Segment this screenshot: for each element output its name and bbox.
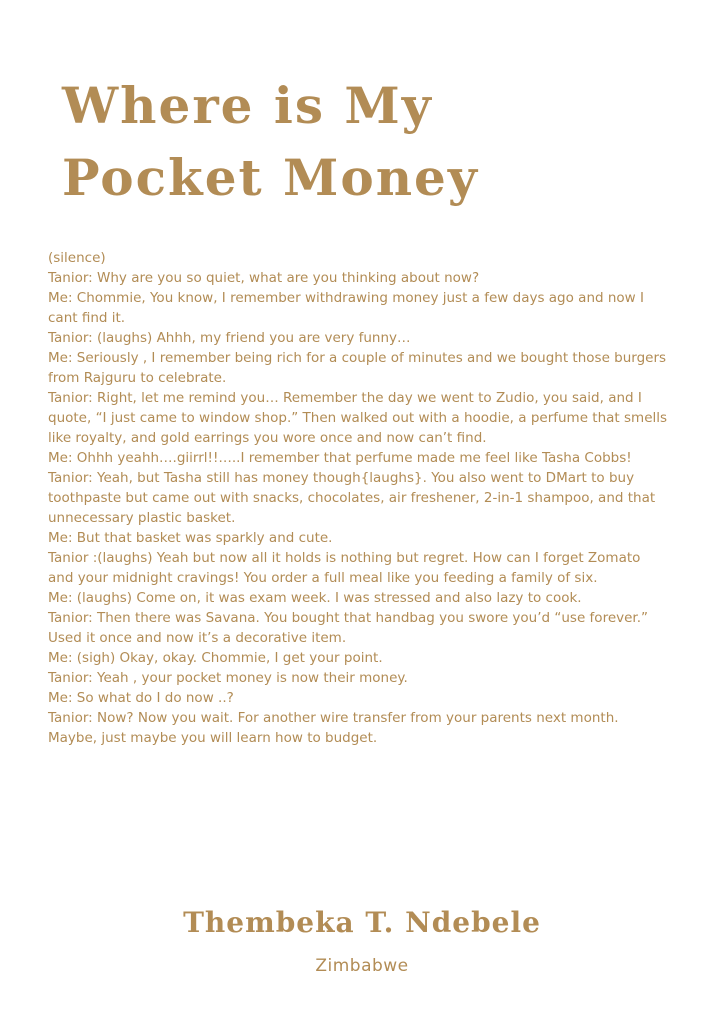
dialogue-line: Tanior: Why are you so quiet, what are you thinking about now? [48, 270, 480, 286]
author-name: Thembeka T. Ndebele [183, 906, 541, 939]
dialogue-line: Tanior: Now? Now you wait. For another wire transfer from your parents next month. Maybe, just maybe you will learn how to budget. [48, 710, 619, 746]
dialogue-line: Me: (sigh) Okay, okay. Chommie, I get your point. [48, 650, 383, 666]
dialogue-line: Tanior: Yeah, but Tasha still has money though{laughs}. You also went to DMart to buy toothpaste but came out with snacks, chocolates, air freshener, 2-in-1 shampoo, and that unnecessary plastic basket. [48, 470, 656, 526]
dialogue-line: Tanior: (laughs) Ahhh, my friend you are very funny… [48, 330, 411, 346]
dialogue-line: Tanior: Right, let me remind you… Remember the day we went to Zudio, you said, and I quote, “I just came to window shop.” Then walked out with a hoodie, a perfume that smells like royalty, and gold earrings you wore once and now can’t find. [48, 390, 668, 446]
title-line-1: Where is My [62, 76, 433, 135]
dialogue-text [48, 248, 668, 748]
dialogue-line: Me: So what do I do now ..? [48, 690, 234, 706]
dialogue-line: Tanior: Then there was Savana. You bought that handbag you swore you’d “use forever.” Used it once and now it’s a decorative item. [48, 610, 649, 646]
dialogue-line: Tanior :(laughs) Yeah but now all it holds is nothing but regret. How can I forget Zomato and your midnight cravings! You order a full meal like you feeding a family of six. [48, 550, 641, 586]
dialogue-line: Tanior: Yeah , your pocket money is now their money. [48, 670, 408, 686]
dialogue-line: Me: Chommie, You know, I remember withdrawing money just a few days ago and now I cant find it. [48, 290, 644, 326]
dialogue-line: Me: Seriously , I remember being rich for a couple of minutes and we bought those burgers from Rajguru to celebrate. [48, 350, 667, 386]
author-country: Zimbabwe [315, 956, 409, 976]
title-line-2: Pocket Money [62, 148, 479, 207]
dialogue-line: Me: (laughs) Come on, it was exam week. I was stressed and also lazy to cook. [48, 590, 582, 606]
dialogue-line: Me: But that basket was sparkly and cute. [48, 530, 333, 546]
dialogue-line: (silence) [48, 250, 106, 266]
dialogue-line: Me: Ohhh yeahh….giirrl!!…..I remember that perfume made me feel like Tasha Cobbs! [48, 450, 632, 466]
document-title [62, 70, 682, 214]
